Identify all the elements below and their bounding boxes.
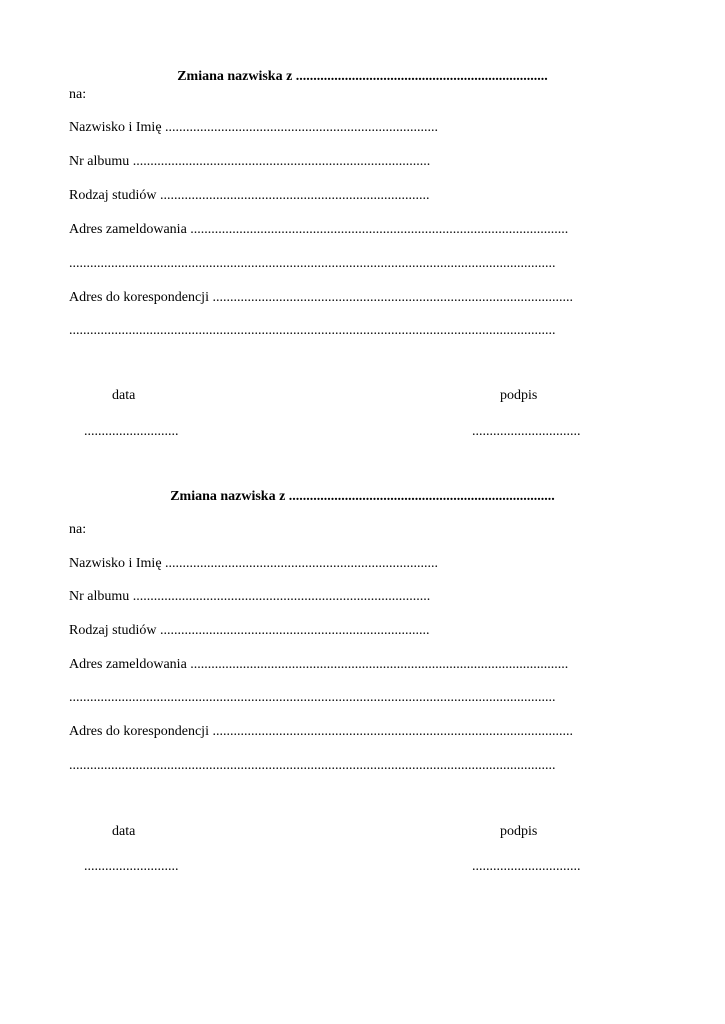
field-correspondence-address-continued[interactable]: ........................................................................................................................................... [69, 323, 556, 338]
date-field[interactable]: ........................... [84, 859, 179, 874]
field-correspondence-address[interactable]: Adres do korespondencji ....................................................................................................... [69, 290, 573, 305]
field-album-number[interactable]: Nr albumu ..................................................................................... [69, 154, 431, 169]
field-registered-address-continued[interactable]: ........................................................................................................................................... [69, 690, 556, 705]
field-registered-address[interactable]: Adres zameldowania ............................................................................................................ [69, 657, 569, 672]
form-title: Zmiana nazwiska z ............................................................................ [170, 489, 555, 504]
signature-field[interactable]: ............................... [472, 859, 581, 874]
name-change-form-1 [0, 0, 725, 439]
to-label: na: [69, 522, 87, 537]
field-registered-address[interactable]: Adres zameldowania ............................................................................................................ [69, 222, 569, 237]
field-album-number[interactable]: Nr albumu ..................................................................................... [69, 589, 431, 604]
field-correspondence-address-continued[interactable]: ........................................................................................................................................... [69, 758, 556, 773]
signature-field[interactable]: ............................... [472, 424, 581, 439]
field-registered-address-continued[interactable]: ........................................................................................................................................... [69, 256, 556, 271]
form-title: Zmiana nazwiska z ........................................................................ [177, 69, 548, 84]
field-correspondence-address[interactable]: Adres do korespondencji ....................................................................................................... [69, 724, 573, 739]
name-change-form-2 [0, 425, 725, 874]
field-study-type[interactable]: Rodzaj studiów ............................................................................. [69, 623, 430, 638]
to-label: na: [69, 87, 87, 102]
date-label: data [112, 388, 136, 403]
field-full-name[interactable]: Nazwisko i Imię .............................................................................. [69, 556, 439, 571]
signature-label: podpis [500, 824, 538, 839]
date-label: data [112, 824, 136, 839]
signature-label: podpis [500, 388, 538, 403]
field-full-name[interactable]: Nazwisko i Imię .............................................................................. [69, 120, 439, 135]
date-field[interactable]: ........................... [84, 424, 179, 439]
field-study-type[interactable]: Rodzaj studiów ............................................................................. [69, 188, 430, 203]
